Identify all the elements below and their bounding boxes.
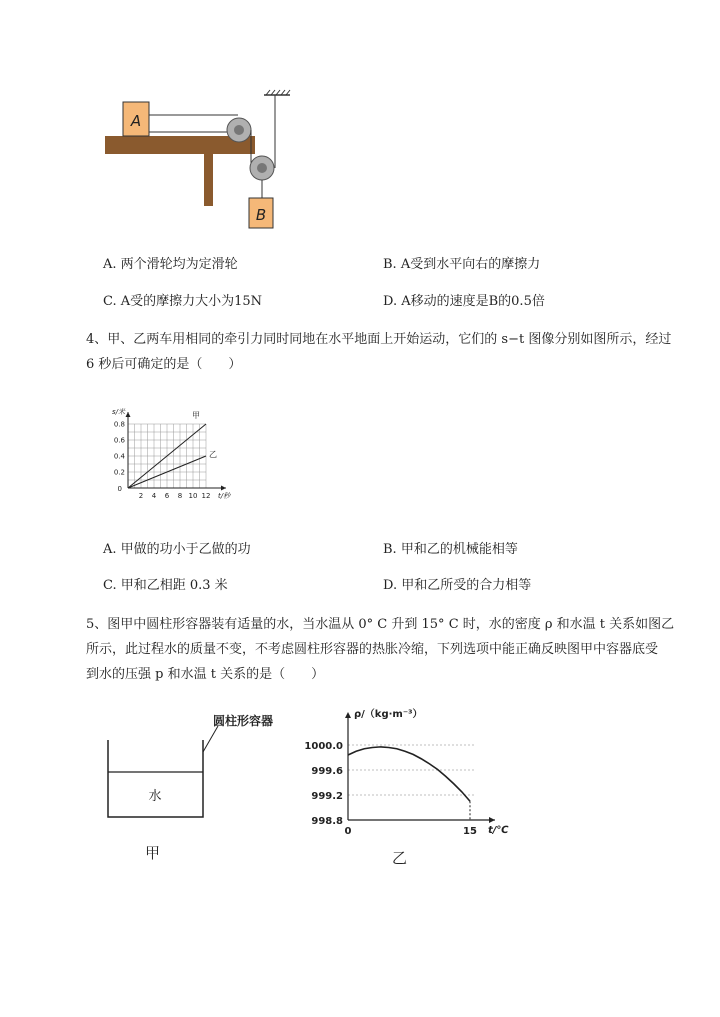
- table-leg: [204, 154, 213, 206]
- x-tick-label: 12: [201, 492, 211, 500]
- x-tick-label: 2: [138, 492, 144, 500]
- y-axis-arrow: [345, 712, 351, 718]
- q5-question-line2: 所示，此过程水的质量不变，不考虑圆柱形容器的热胀冷缩，下列选项中能正确反映图甲中容器底受: [86, 642, 659, 657]
- block-b-label: B: [255, 206, 267, 224]
- origin-label: 0: [117, 485, 122, 493]
- y-axis-label: ρ/（kg·m⁻³）: [354, 709, 423, 720]
- container-figure: [100, 712, 285, 822]
- y-axis-label: s/米: [111, 408, 125, 416]
- series-label: 甲: [192, 411, 200, 420]
- q4-option-b: B. 甲和乙的机械能相等: [383, 542, 518, 557]
- x-tick-label: 8: [177, 492, 183, 500]
- x-tick-label: 15: [463, 826, 477, 837]
- block-a-label: A: [130, 112, 142, 130]
- x-tick-label: 6: [164, 492, 170, 500]
- y-tick-label: 0.8: [113, 420, 125, 429]
- y-tick-label: 0.4: [113, 452, 125, 461]
- container-label: 圆柱形容器: [213, 714, 274, 728]
- container-outline: [108, 740, 203, 817]
- y-tick-label: 0.2: [113, 468, 125, 477]
- x-tick-label: 4: [151, 492, 157, 500]
- label-leader: [203, 726, 218, 752]
- y-tick-label: 1000.0: [304, 741, 343, 752]
- rho-chart: [300, 702, 530, 852]
- st-chart: [100, 402, 245, 502]
- series-label: 乙: [209, 450, 217, 459]
- fig-jia-caption: 甲: [145, 844, 161, 862]
- x-axis-label: t/℃: [488, 825, 509, 836]
- q3-option-a: A. 两个滑轮均为定滑轮: [103, 257, 238, 272]
- y-axis-arrow: [126, 412, 131, 417]
- x-axis-label: t/秒: [218, 492, 231, 500]
- q4-question-line2: 6 秒后可确定的是（ ）: [86, 357, 242, 372]
- q3-option-d: D. A移动的速度是B的0.5倍: [383, 294, 545, 309]
- x-tick-label: 0: [344, 826, 352, 837]
- density-curve: [348, 747, 470, 801]
- y-tick-label: 999.6: [311, 766, 343, 777]
- y-tick-label: 998.8: [311, 816, 343, 827]
- q5-question-line3: 到水的压强 p 和水温 t 关系的是（ ）: [86, 667, 325, 682]
- q4-option-d: D. 甲和乙所受的合力相等: [383, 578, 532, 593]
- fig-yi-caption: 乙: [392, 849, 408, 867]
- q3-option-c: C. A受的摩擦力大小为15N: [103, 294, 263, 309]
- x-axis-arrow: [489, 817, 495, 823]
- x-axis-arrow: [221, 486, 226, 491]
- water-label: 水: [148, 789, 162, 804]
- q5-question-line1: 5、图甲中圆柱形容器装有适量的水，当水温从 0° C 升到 15° C 时，水的密度 ρ 和水温 t 关系如图乙: [86, 617, 675, 632]
- q3-option-b: B. A受到水平向右的摩擦力: [383, 257, 541, 272]
- y-tick-label: 0.6: [113, 436, 125, 445]
- y-tick-label: 999.2: [311, 791, 343, 802]
- q4-option-a: A. 甲做的功小于乙做的功: [103, 542, 251, 557]
- pulley-figure: [100, 88, 300, 238]
- q4-question-line1: 4、甲、乙两车用相同的牵引力同时同地在水平地面上开始运动，它们的 s−t 图像分别如图所示，经过: [86, 332, 672, 347]
- q4-option-c: C. 甲和乙相距 0.3 米: [103, 578, 228, 593]
- x-tick-label: 10: [188, 492, 198, 500]
